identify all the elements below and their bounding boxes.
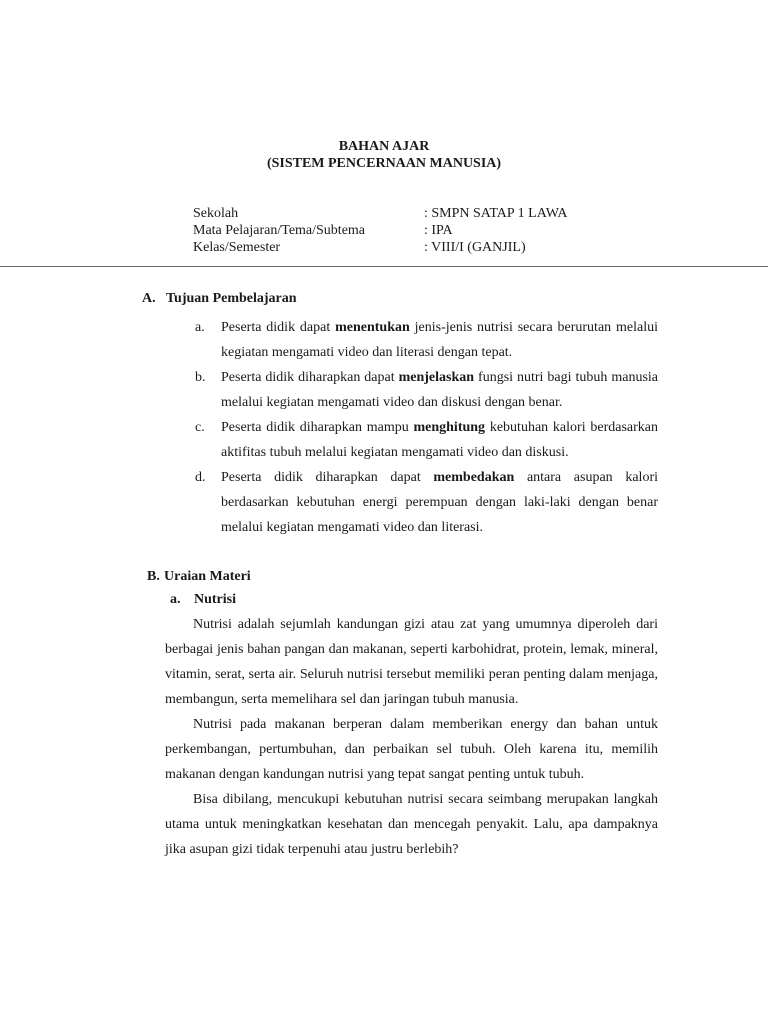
- item-keyword: menjelaskan: [398, 370, 475, 385]
- subsection-heading: [170, 592, 236, 608]
- section-number: A.: [142, 291, 156, 306]
- meta-value: : SMPN SATAP 1 LAWA: [424, 206, 568, 221]
- body-paragraph: Nutrisi adalah sejumlah kandungan gizi atau zat yang umumnya diperoleh dari berbagai jenis bahan pangan dan makanan, seperti karbohidrat, protein, lemak, mineral, vitamin, serat, serta air. Seluruh nutrisi tersebut memiliki peran penting dalam menjaga, membangun, serta memelihara sel dan jaringan tubuh manusia.: [165, 617, 658, 707]
- item-text: Peserta didik diharapkan dapat: [221, 370, 399, 385]
- list-marker: b.: [195, 370, 206, 385]
- material-body: [165, 612, 658, 862]
- item-text: jenis-jenis nutrisi secara berurutan melalui kegiatan mengamati video dan literasi dengan tepat.: [221, 320, 659, 360]
- item-text: Peserta didik diharapkan mampu: [221, 420, 414, 435]
- section-b-heading: [147, 569, 251, 585]
- document-subtitle: (SISTEM PENCERNAAN MANUSIA): [266, 156, 502, 171]
- item-keyword: membedakan: [433, 470, 515, 485]
- list-marker: c.: [195, 420, 205, 435]
- section-title: Uraian Materi: [164, 569, 251, 584]
- list-item: [195, 365, 659, 415]
- subsection-marker: a.: [170, 592, 181, 607]
- section-title: Tujuan Pembelajaran: [166, 291, 297, 306]
- item-text: Peserta didik dapat: [221, 320, 336, 335]
- list-item: [195, 465, 658, 540]
- header-divider: [0, 266, 768, 267]
- document-title: BAHAN AJAR: [338, 139, 430, 154]
- list-marker: d.: [195, 470, 206, 485]
- subsection-title: Nutrisi: [194, 592, 236, 607]
- item-text: antara asupan kalori berdasarkan kebutuhan energi perempuan dengan laki-laki dengan benar melalui kegiatan mengamati video dan literasi.: [221, 470, 658, 535]
- meta-value: : VIII/I (GANJIL): [424, 240, 526, 255]
- objectives-list: [195, 315, 659, 540]
- section-number: B.: [147, 569, 160, 584]
- meta-label: Kelas/Semester: [193, 240, 281, 255]
- body-paragraph: Bisa dibilang, mencukupi kebutuhan nutrisi secara seimbang merupakan langkah utama untuk meningkatkan kesehatan dan mencegah penyakit. Lalu, apa dampaknya jika asupan gizi tidak terpenuhi atau justru berlebih?: [165, 792, 658, 857]
- item-keyword: menghitung: [413, 420, 486, 435]
- list-item: [195, 315, 659, 365]
- section-a-heading: [142, 291, 297, 307]
- item-text: kebutuhan kalori berdasarkan aktifitas tubuh melalui kegiatan mengamati video dan diskusi.: [221, 420, 658, 460]
- meta-label: Mata Pelajaran/Tema/Subtema: [193, 223, 366, 238]
- body-paragraph: Nutrisi pada makanan berperan dalam memberikan energy dan bahan untuk perkembangan, pertumbuhan, dan perbaikan sel tubuh. Oleh karena itu, memilih makanan dengan kandungan nutrisi yang tepat sangat penting untuk tubuh.: [165, 717, 658, 782]
- item-text: fungsi nutri bagi tubuh manusia melalui kegiatan mengamati video dan diskusi dengan benar.: [221, 370, 659, 410]
- item-keyword: menentukan: [335, 320, 410, 335]
- meta-label: Sekolah: [193, 206, 239, 221]
- meta-value: : IPA: [424, 223, 453, 238]
- list-marker: a.: [195, 320, 205, 335]
- list-item: [195, 415, 658, 465]
- item-text: Peserta didik diharapkan dapat: [221, 470, 434, 485]
